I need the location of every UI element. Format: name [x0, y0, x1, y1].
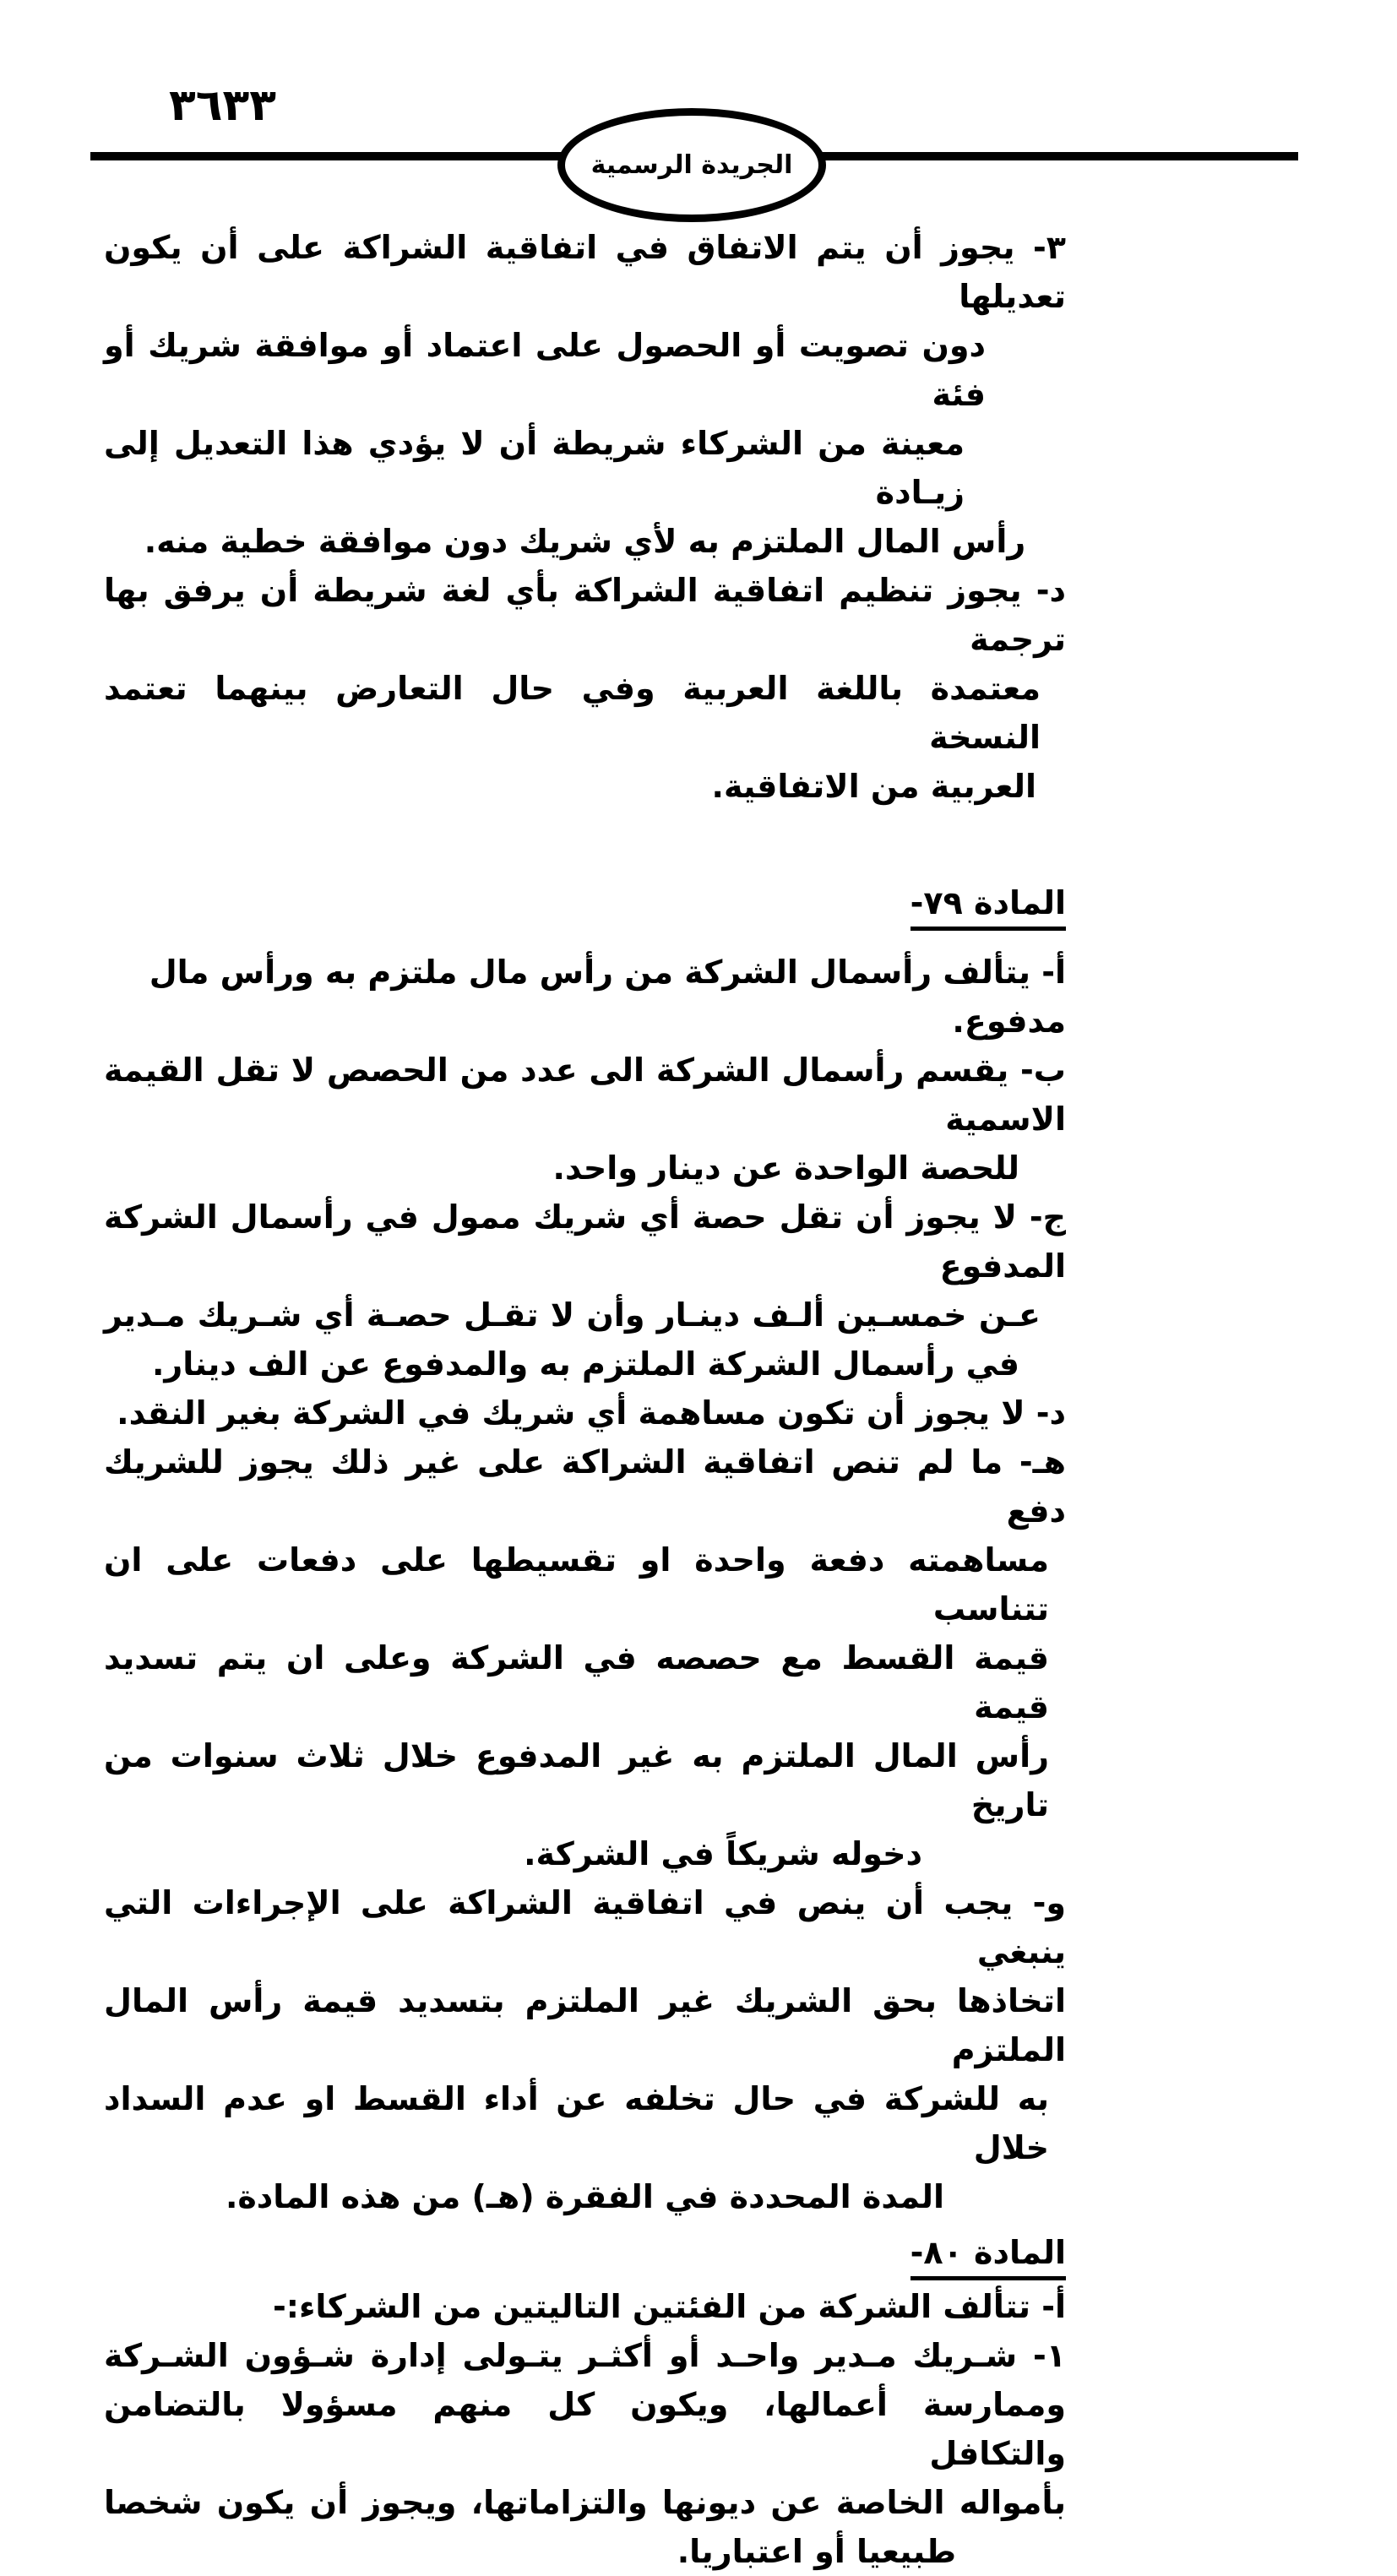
text-line: دخوله شريكاً في الشركة.	[524, 1835, 922, 1872]
text-line: للحصة الواحدة عن دينار واحد.	[552, 1149, 1019, 1187]
text-line: العربية من الاتفاقية.	[711, 768, 1036, 805]
text-line: هـ- ما لم تنص اتفاقية الشراكة على غير ذلك يجوز للشريك دفع	[104, 1443, 1066, 1530]
text-line: رأس المال الملتزم به لأي شريك دون موافقة خطية منه.	[144, 523, 1026, 560]
article-heading-label: المادة ٨٠-	[910, 2233, 1066, 2280]
article-heading-label: المادة ٧٩-	[910, 883, 1066, 931]
text-line: و- يجب أن ينص في اتفاقية الشراكة على الإجراءات التي ينبغي	[104, 1884, 1066, 1970]
text-line: ٣- يجوز أن يتم الاتفاق في اتفاقية الشراكة على أن يكون تعديلها	[104, 229, 1066, 315]
text-line: دون تصويت أو الحصول على اعتماد أو موافقة شريك أو فئة	[104, 327, 986, 413]
text-line: معينة من الشركاء شريطة أن لا يؤدي هذا التعديل إلى زيـادة	[104, 425, 965, 511]
text-line: اتخاذها بحق الشريك غير الملتزم بتسديد قيمة رأس المال الملتزم	[104, 1982, 1066, 2068]
text-line: ب- يقسم رأسمال الشركة الى عدد من الحصص لا تقل القيمة الاسمية	[104, 1052, 1066, 1138]
text-line: أ- يتألف رأسمال الشركة من رأس مال ملتزم به ورأس مال مدفوع.	[149, 954, 1066, 1040]
document-body	[104, 223, 1066, 2576]
text-line: بأمواله الخاصة عن ديونها والتزاماتها، ويجوز أن يكون شخصا	[104, 2484, 1066, 2521]
text-line: ج- لا يجوز أن تقل حصة أي شريك ممول في رأسمال الشركة المدفوع	[104, 1198, 1066, 1285]
text-line: طبيعيا أو اعتباريا.	[677, 2533, 956, 2570]
text-line: د- لا يجوز أن تكون مساهمة أي شريك في الشركة بغير النقد.	[117, 1394, 1066, 1432]
article-heading	[104, 2228, 1066, 2277]
official-gazette-badge-label: الجريدة الرسمية	[590, 149, 793, 180]
article-heading	[104, 878, 1066, 927]
official-gazette-badge	[557, 108, 826, 222]
text-line: وممارسة أعمالها، ويكون كل منهم مسؤولا بالتضامن والتكافل	[104, 2386, 1066, 2472]
text-line: في رأسمال الشركة الملتزم به والمدفوع عن الف دينار.	[151, 1345, 1019, 1383]
text-line: به للشركة في حال تخلفه عن أداء القسط او عدم السداد خلال	[104, 2080, 1049, 2166]
text-line: د- يجوز تنظيم اتفاقية الشراكة بأي لغة شريطة أن يرفق بها ترجمة	[104, 572, 1066, 658]
text-line: معتمدة باللغة العربية وفي حال التعارض بينهما تعتمد النسخة	[104, 670, 1041, 756]
text-line: أ- تتألف الشركة من الفئتين التاليتين من الشركاء:-	[273, 2288, 1066, 2325]
text-line: المدة المحددة في الفقرة (هـ) من هذه المادة.	[225, 2178, 945, 2215]
text-line: عـن خمسـين ألـف دينـار وأن لا تقـل حصـة أي شـريك مـدير	[104, 1296, 1041, 1334]
text-line: مساهمته دفعة واحدة او تقسيطها على دفعات على ان تتناسب	[104, 1541, 1049, 1628]
text-line: ١- شـريك مـدير واحـد أو أكثـر يتـولى إدارة شـؤون الشـركة	[104, 2337, 1066, 2374]
text-line: قيمة القسط مع حصصه في الشركة وعلى ان يتم تسديد قيمة	[104, 1639, 1049, 1725]
page-number: ٣٦٣٣	[169, 80, 276, 131]
text-line: رأس المال الملتزم به غير المدفوع خلال ثلاث سنوات من تاريخ	[104, 1737, 1049, 1823]
